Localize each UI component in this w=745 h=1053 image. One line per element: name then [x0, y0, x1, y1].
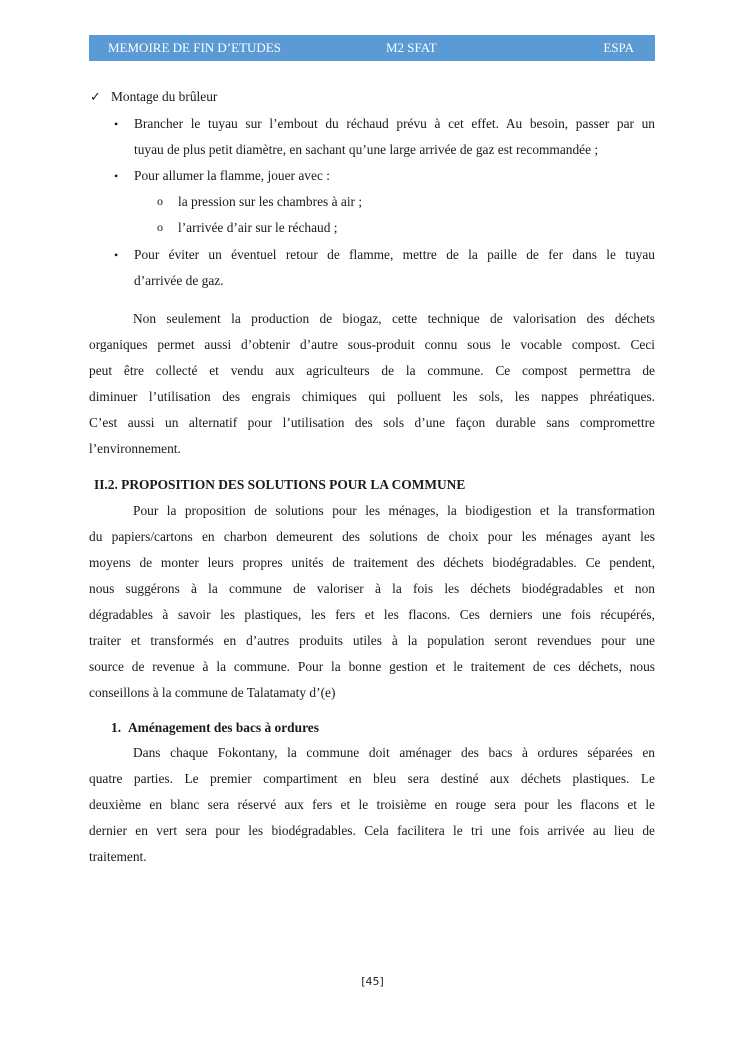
bullet-icon: • — [114, 117, 119, 131]
paragraph-line: quatre parties. Le premier compartiment en bleu sera destiné aux déchets plastiques. Le — [89, 771, 655, 786]
paragraph-line: C’est aussi un alternatif pour l’utilisation des sols d’une façon durable sans compromettre — [89, 415, 655, 430]
page-header — [89, 35, 655, 61]
paragraph-line: Pour la proposition de solutions pour les ménages, la biodigestion et la transformation — [133, 503, 655, 518]
bullet-icon: • — [114, 169, 119, 183]
paragraph-line: traitement. — [89, 849, 147, 864]
list-item-line: Brancher le tuyau sur l’embout du réchaud prévu à cet effet. Au besoin, passer par un — [134, 116, 655, 131]
paragraph-line: du papiers/cartons en charbon demeurent des solutions de choix pour les ménages ayant les — [89, 529, 655, 544]
header-document-type: MEMOIRE DE FIN D’ETUDES — [108, 40, 281, 55]
burner-title: Montage du brûleur — [111, 89, 218, 104]
header-program: M2 SFAT — [386, 40, 437, 55]
section-heading: II.2. PROPOSITION DES SOLUTIONS POUR LA COMMUNE — [94, 477, 466, 492]
paragraph-line: peut être collecté et vendu aux agriculteurs de la commune. Ce compost permettra de — [89, 363, 655, 378]
list-item-line: Pour éviter un éventuel retour de flamme, mettre de la paille de fer dans le tuyau — [134, 247, 655, 262]
list-item-line: d’arrivée de gaz. — [134, 273, 224, 288]
paragraph-line: source de revenue à la commune. Pour la bonne gestion et le traitement de ces déchets, nous — [89, 659, 655, 674]
header-school: ESPA — [603, 40, 634, 55]
paragraph-line: diminuer l’utilisation des engrais chimiques qui polluent les sols, les nappes phréatiques. — [89, 389, 655, 404]
list-item-line: Pour allumer la flamme, jouer avec : — [134, 168, 330, 183]
subsection-number: 1. — [111, 720, 122, 735]
paragraph-line: nous suggérons à la commune de valoriser à la fois les déchets biodégradables et non — [89, 581, 655, 596]
subsection-heading: Aménagement des bacs à ordures — [128, 720, 319, 735]
paragraph-line: traiter et transformés en d’autres produits utiles à la population seront revendues pour une — [89, 633, 655, 648]
list-item-line: tuyau de plus petit diamètre, en sachant qu’une large arrivée de gaz est recommandée ; — [134, 142, 599, 157]
paragraph-line: l’environnement. — [89, 441, 181, 456]
bullet-icon: • — [114, 248, 119, 262]
page-number: [45] — [361, 975, 384, 988]
sub-bullet-icon: o — [157, 194, 163, 208]
checkmark-icon: ✓ — [90, 89, 101, 104]
paragraph-line: deuxième en blanc sera réservé aux fers et le troisième en rouge sera pour les flacons et le — [89, 797, 655, 812]
sub-list-item: la pression sur les chambres à air ; — [178, 194, 363, 209]
sub-bullet-icon: o — [157, 220, 163, 234]
paragraph-line: moyens de monter leurs propres unités de traitement des déchets biodégradables. Ce pendent, — [89, 555, 655, 570]
sub-list-item: l’arrivée d’air sur le réchaud ; — [178, 220, 338, 235]
paragraph-line: dernier en vert sera pour les biodégradables. Cela facilitera le tri une fois arrivée au lieu de — [89, 823, 655, 838]
paragraph-line: organiques permet aussi d’obtenir d’autre sous-produit connu sous le vocable compost. Ceci — [89, 337, 655, 352]
paragraph-line: Non seulement la production de biogaz, cette technique de valorisation des déchets — [133, 311, 655, 326]
paragraph-line: Dans chaque Fokontany, la commune doit aménager des bacs à ordures séparées en — [133, 745, 655, 760]
paragraph-line: dégradables à savoir les plastiques, les fers et les flacons. Ces derniers une fois récupérés, — [89, 607, 655, 622]
paragraph-line: conseillons à la commune de Talatamaty d’(e) — [89, 685, 336, 700]
